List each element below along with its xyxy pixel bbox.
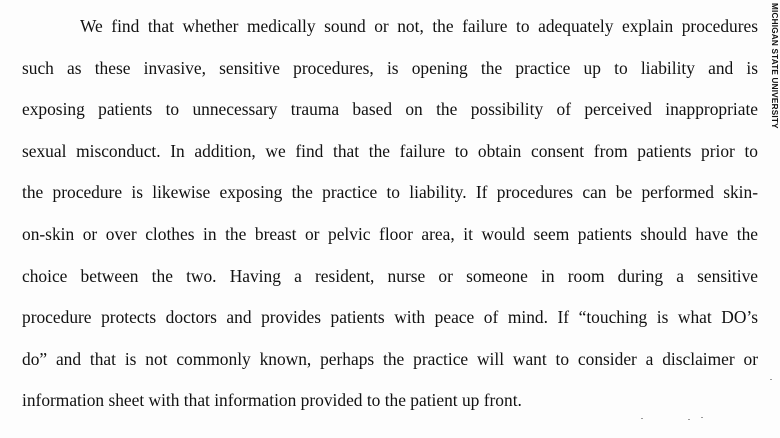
paragraph-line: sexual misconduct. In addition, we find that the failure to obtain consent from patients prior to bbox=[22, 140, 758, 161]
document-paragraph bbox=[22, 6, 758, 422]
scan-speck bbox=[641, 418, 643, 419]
scan-speck bbox=[688, 419, 690, 420]
watermark-label: MICHIGAN STATE UNIVERSITY bbox=[770, 3, 779, 129]
scan-speck bbox=[770, 379, 772, 380]
paragraph-line: such as these invasive, sensitive procedures, is opening the practice up to liability and is bbox=[22, 57, 758, 78]
paragraph-line: information sheet with that information provided to the patient up front. bbox=[22, 390, 522, 411]
paragraph-line: the procedure is likewise exposing the practice to liability. If procedures can be performed skin- bbox=[22, 182, 758, 203]
paragraph-line: exposing patients to unnecessary trauma based on the possibility of perceived inappropriate bbox=[22, 99, 758, 120]
paragraph-line: We find that whether medically sound or not, the failure to adequately explain procedures bbox=[80, 16, 758, 36]
scan-speck bbox=[701, 417, 703, 418]
paragraph-line: on-skin or over clothes in the breast or pelvic floor area, it would seem patients should have the bbox=[22, 223, 758, 244]
paragraph-line: do” and that is not commonly known, perhaps the practice will want to consider a disclaimer or bbox=[22, 348, 758, 369]
paragraph-line: procedure protects doctors and provides patients with peace of mind. If “touching is what DO’s bbox=[22, 307, 758, 328]
paragraph-line: choice between the two. Having a resident, nurse or someone in room during a sensitive bbox=[22, 265, 758, 286]
